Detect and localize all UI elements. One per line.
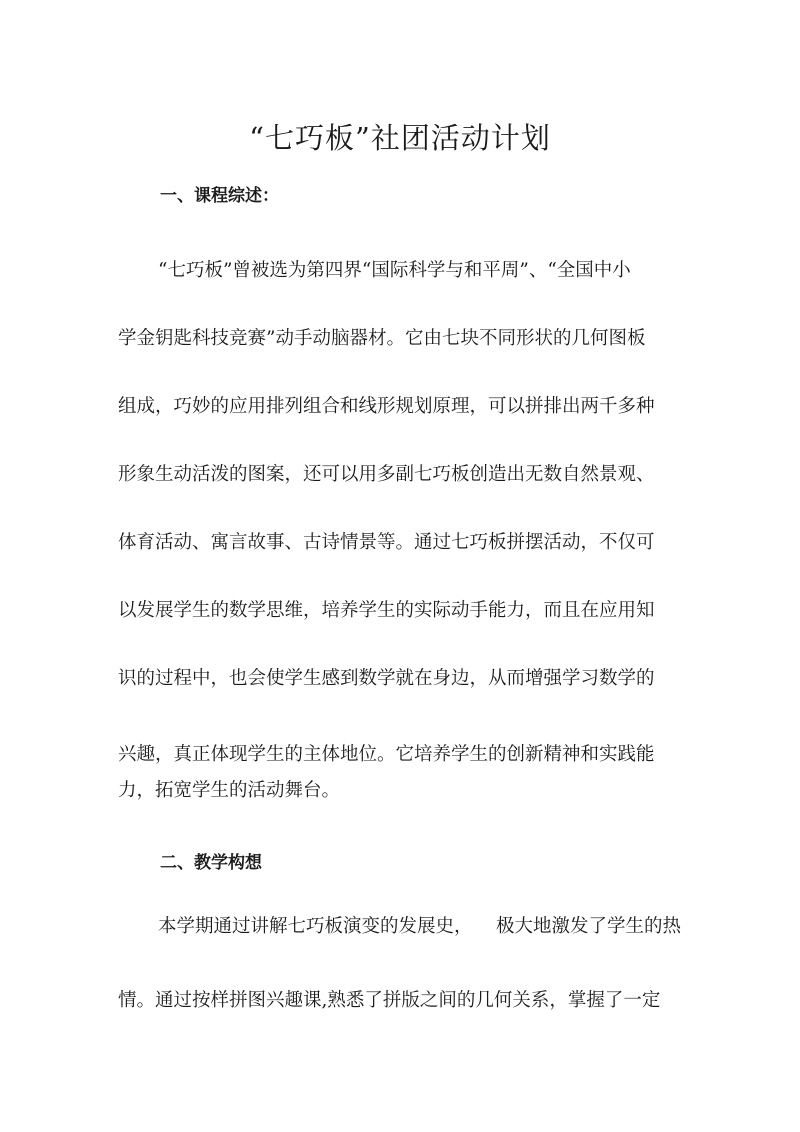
paragraph-line: 本学期通过讲解七巧板演变的发展史， 极大地激发了学生的热	[158, 916, 682, 937]
paragraph-line: 兴趣，真正体现学生的主体地位。它培养学生的创新精神和实践能	[118, 744, 655, 765]
section-heading-teaching-concept: 二、教学构想	[160, 853, 262, 873]
paragraph-line: 力，拓宽学生的活动舞台。	[118, 780, 341, 801]
paragraph-line: 体育活动、寓言故事、古诗情景等。通过七巧板拼摆活动，不仅可	[118, 532, 655, 553]
document-title: “七巧板”社团活动计划	[249, 121, 551, 155]
paragraph-line: 组成，巧妙的应用排列组合和线形规划原理，可以拼排出两千多种	[118, 396, 655, 417]
paragraph-line: 情。通过按样拼图兴趣课,熟悉了拼版之间的几何关系，掌握了一定	[118, 990, 661, 1011]
paragraph-line: 以发展学生的数学思维，培养学生的实际动手能力，而且在应用知	[118, 600, 655, 621]
paragraph-line: 形象生动活泼的图案，还可以用多副七巧板创造出无数自然景观、	[118, 464, 655, 485]
paragraph-line: “七巧板”曾被选为第四界“国际科学与和平周”、“全国中小	[158, 260, 631, 281]
section-heading-overview: 一、课程综述：	[160, 186, 279, 206]
paragraph-line: 识的过程中，也会使学生感到数学就在身边，从而增强学习数学的	[118, 668, 655, 689]
paragraph-line: 学金钥匙科技竞赛”动手动脑器材。它由七块不同形状的几何图板	[118, 328, 646, 349]
